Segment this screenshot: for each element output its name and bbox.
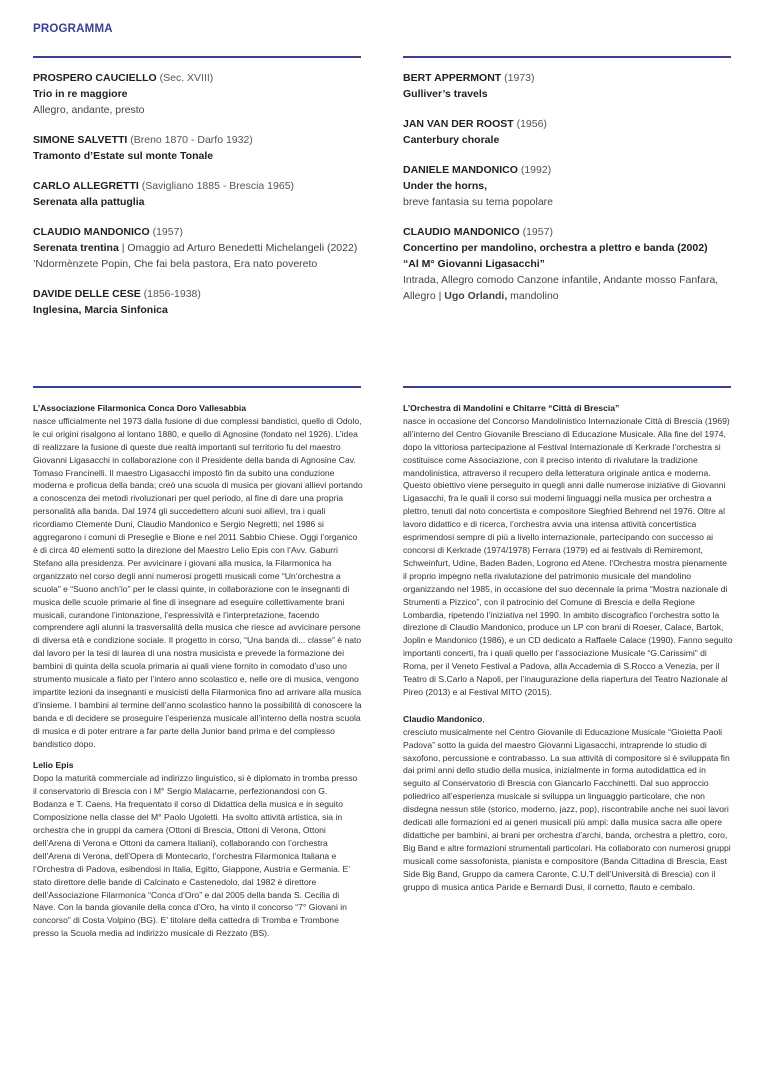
composer-dates: (1992) bbox=[520, 164, 552, 176]
divider-top-right bbox=[403, 56, 731, 58]
work-title: Inglesina, Marcia Sinfonica bbox=[33, 304, 168, 316]
work-detail bbox=[403, 272, 733, 304]
program-entry bbox=[33, 178, 363, 210]
composer-name: CLAUDIO MANDONICO bbox=[403, 226, 520, 238]
work-title: Trio in re maggiore bbox=[33, 88, 128, 100]
bio-paragraph bbox=[33, 759, 363, 940]
work-title: Under the horns, bbox=[403, 180, 488, 192]
composer-dates: (Sec. XVIII) bbox=[159, 72, 214, 84]
program-right-column bbox=[403, 70, 733, 318]
composer-name: PROSPERO CAUCIELLO bbox=[33, 72, 157, 84]
composer-name: CLAUDIO MANDONICO bbox=[33, 226, 150, 238]
soloist-name: Ugo Orlandi, bbox=[444, 290, 508, 302]
work-title: Canterbury chorale bbox=[403, 134, 500, 146]
bio-paragraph bbox=[403, 713, 733, 894]
composer-name: DANIELE MANDONICO bbox=[403, 164, 518, 176]
divider-bio-left bbox=[33, 386, 361, 388]
composer-name: DAVIDE DELLE CESE bbox=[33, 288, 141, 300]
program-entry bbox=[33, 132, 363, 164]
program-entry bbox=[403, 116, 733, 148]
composer-dates: (1957) bbox=[152, 226, 183, 238]
bio-title: L’Associazione Filarmonica Conca Doro Vallesabbia bbox=[33, 403, 247, 413]
work-movements: Intrada, Allegro comodo Canzone infantile, Andante mosso Fanfara, Allegro | bbox=[403, 274, 719, 302]
composer-name: JAN VAN DER ROOST bbox=[403, 118, 514, 130]
page-title: PROGRAMMA bbox=[33, 23, 113, 35]
work-dedication: | Omaggio ad Arturo Benedetti Michelangeli (2022) bbox=[118, 242, 358, 254]
composer-dates: (Savigliano 1885 - Brescia 1965) bbox=[141, 180, 295, 192]
program-entry bbox=[403, 162, 733, 210]
work-detail: breve fantasia su tema popolare bbox=[403, 196, 554, 208]
composer-dates: (1856-1938) bbox=[143, 288, 201, 300]
bio-right-column bbox=[403, 402, 733, 903]
composer-dates: (1973) bbox=[504, 72, 535, 84]
composer-dates: (Breno 1870 - Darfo 1932) bbox=[130, 134, 253, 146]
bio-text: cresciuto musicalmente nel Centro Giovanile di Educazione Musicale “Gioietta Paoli Padova” sotto la guida del maestro Giovanni Ligasacchi, intraprende lo studio di saxofono, percussione e contrabasso. La sua attività di compositore si è sviluppata fin dai primi anni dello studio della musica, inizialmente in forma autodidattica ed in seguito al Conservatorio di Brescia con Giancarlo Facchinetti. Dal suo approccio poliedrico all’esperienza musicale si sviluppa un linguaggio particolare, che non disdegna nessun stile (storico, moderno, jazz, pop), riscontrabile anche nei suoi lavori dedicati alle formazioni ed ai generi musicali più ampi: dalla musica sacra alle opere didattiche per bambini, ai brani per orchestra d’archi, banda, orchestra a plettro, coro, Big Band e altre formazioni strumentali particolari. Ha collaborato con numerosi gruppi musicali come sassofonista, pianista e compositore (Banda Cittadina di Brescia, East Side Big Band, Gruppo da camera Caronte, C.U.T dell’Università di Brescia) con il gruppo di musica antica Paride e Bernardi Dusi, il cornetto, flauto e cembalo. bbox=[403, 726, 731, 892]
bio-title-suffix: , bbox=[482, 713, 485, 724]
soloist-instrument: mandolino bbox=[507, 290, 559, 302]
work-title: Serenata alla pattuglia bbox=[33, 196, 145, 208]
composer-name: SIMONE SALVETTI bbox=[33, 134, 128, 146]
program-entry bbox=[403, 224, 733, 304]
program-entry bbox=[33, 70, 363, 118]
bio-left-column bbox=[33, 402, 363, 949]
bio-paragraph bbox=[33, 402, 363, 750]
work-title: Tramonto d’Estate sul monte Tonale bbox=[33, 150, 214, 162]
work-dedication: “Al M° Giovanni Ligasacchi” bbox=[403, 258, 545, 270]
composer-dates: (1957) bbox=[522, 226, 553, 238]
divider-top-left bbox=[33, 56, 361, 58]
composer-name: BERT APPERMONT bbox=[403, 72, 502, 84]
bio-text: Dopo la maturità commerciale ad indirizzo linguistico, si è diplomato in tromba presso il conservatorio di Brescia con i M° Sergio Malacarne, perfezionandosi con G. Bodanza e T. Caens. Ha frequentato il corso di Didattica della musica e in seguito Composizione nella classe del M° Paolo Ugoletti. Ha svolto attività artistica, sia in orchestra che in gruppi da camera (Ottoni di Brescia, Ottoni di Verona, Ottoni dell’Arena di Verona e Ottoni da camera Italiani), collaborando con l’orchestra dell’Arena di Verona, dell’Opera di Montecarlo, l’orchestra Filarmonica Italiana e l’Orchestra di Padova, esibendosi in Italia, Egitto, Giappone, Austria e Germania. E’ stato direttore delle bande di Calcinato e Castenedolo, dal 1982 è direttore dell’Associazione Filarmonica “Conca d’Oro” e dal 2005 della banda S. Cecilia di Nave. Con la banda giovanile della conca d’Oro, ha vinto il concorso “7° Giovani in concorso” di Costa Volpino (BG). E’ titolare della cattedra di Tromba e Trombone presso la Scuola media ad indirizzo musicale di Rezzato (BS). bbox=[33, 773, 358, 939]
work-title: Gulliver’s travels bbox=[403, 88, 488, 100]
work-detail: ’Ndormènzete Popin, Che fai bela pastora, Era nato povereto bbox=[33, 258, 318, 270]
bio-paragraph bbox=[403, 402, 733, 699]
bio-text: nasce in occasione del Concorso Mandolinistico Internazionale Città di Brescia (1969) all’interno del Centro Giovanile Bresciano di Educazione Musicale. Alla fine del 1974, dopo la vittoriosa partecipazione al Festival Internazionale di Kerkrade l’orchestra si costituisce come Associazione, con il preciso intento di rivalutare la tradizione mandolinistica, attraverso il recupero della letteratura originale antica e moderna. Questo obiettivo viene perseguito in quegli anni dalle numerose iniziative di Giovanni Ligasacchi, fra le quali il corso sui moderni linguaggi nella musica per orchestra a plettro, tenuti dal noto concertista e compositore Siegfried Behrend nel 1976. Oltre al lavoro didattico e di ricerca, l’orchestra avvia una intensa attività concertistica esprimendosi sempre di più a livello internazionale, partecipando con successo ai concorsi di Kerkrade (1974/1978) Ferrara (1979) ed ai festivals di Remiremont, Schweinfurt, Udine, Baden Baden, Logrono ed Atene. l’Orchestra mostra pienamente il proprio impegno nella rivalutazione del patrimonio musicale del mandolino organizzando nel 1985, in occasione del suo decennale la prima “Mostra nazionale di Strumenti a Pizzico”, con il patrocinio del Comune di Brescia e della Regione Lombardia, ripetendo l’iniziativa nel 1990. In ambito discografico l’orchestra sotto la direzione di Claudio Mandonico, produce un LP con brani di Roeser, Calace, Bartok, Joplin e Mandonico (1986), e un CD dedicato a Raffaele Calace (1990). Fanno seguito importanti concerti, fra i quali quello per l’associazione Musicale “G.Carissimi” di Roma, per il Veneto Festival a Padova, alla Accademia di S.Rocco a Venezia, per il Teatro di S.Carlo a Napoli, per l’inaugurazione della riapertura del Teatro Nazionale al Pireo (2013) e al Festival MITO (2015). bbox=[403, 415, 733, 697]
work-title: Concertino per mandolino, orchestra a plettro e banda (2002) bbox=[403, 242, 708, 254]
bio-title: Claudio Mandonico bbox=[403, 713, 483, 724]
program-entry bbox=[33, 286, 363, 318]
divider-bio-right bbox=[403, 386, 731, 388]
bio-title: L’Orchestra di Mandolini e Chitarre “Città di Brescia” bbox=[403, 403, 620, 413]
program-entry bbox=[33, 224, 363, 272]
bio-text: nasce ufficialmente nel 1973 dalla fusione di due complessi bandistici, quello di Odolo, le cui origini risalgono al lontano 1880, e quello di Agnosine (fondato nel 1926). L’idea di realizzare la fusione di queste due realtà importanti sul territorio fu del maestro Giovanni Ligasacchi in collaborazione con il Presidente della banda di Agnosine Cav. Tomaso Francinelli. Il maestro Ligasacchi impostò fin da subito una conduzione moderna e proficua della banda; creò una scuola di musica per giovani allievi portando a conoscenza dei metodi rivoluzionari per quel periodo, al fine di dare una propria personalità alla banda. Dal 1974 gli succedettero alcuni suoi allievi, tra i quali ricordiamo Clemente Duni, Claudio Mandonico e Sergio Negretti; nel 1986 si aggregarono i comuni di Preseglie e Bione e nel 2011 Sabbio Chiese. Oggi l’organico è di circa 40 elementi sotto la direzione del Maestro Lelio Epis con l’Avv. Gaburri Stefano alla presidenza. Per avvicinare i giovani alla musica, la Filarmonica ha organizzato nel corso degli anni numerosi progetti musicali come “Un’orchestra a scuola” e “Suono anch’io” per le classi quinte, in collaborazione con le insegnanti di musica delle scuole primarie al fine di insegnare ad eseguire collettivamente brani musicali, curandone l’intonazione, l’espressività e l’interpretazione, facendo comprendere agli alunni la trasversalità della musica che riesce ad avvicinare persone di diversa età e condizione sociale. Il progetto in corso, “Una banda di... classe” è nato dal lavoro per la tesi di laurea di una nostra musicista e prevede la formazione dei bambini di quinta della scuola primaria ai quali viene fornito in comodato d’uso uno strumento musicale a fiato per l’intero anno scolastico e, nelle ore di musica, vengono impartite lezioni da insegnanti e musicisti della Filarmonica fino ad arrivare alla musica d’insieme. I bambini al termine dell’anno scolastico hanno la possibilità di conoscere la banda e di decidere se proseguire l’esperienza musicale all’interno della nostra scuola di musica e di poter entrare a far parte della Junior band prima e del complesso bandistico dopo. bbox=[33, 415, 363, 749]
program-left-column bbox=[33, 70, 363, 332]
work-title: Serenata trentina bbox=[33, 242, 119, 254]
bio-title: Lelio Epis bbox=[33, 760, 74, 771]
program-entry bbox=[403, 70, 733, 102]
composer-name: CARLO ALLEGRETTI bbox=[33, 180, 139, 192]
work-detail: Allegro, andante, presto bbox=[33, 104, 145, 116]
composer-dates: (1956) bbox=[516, 118, 547, 130]
